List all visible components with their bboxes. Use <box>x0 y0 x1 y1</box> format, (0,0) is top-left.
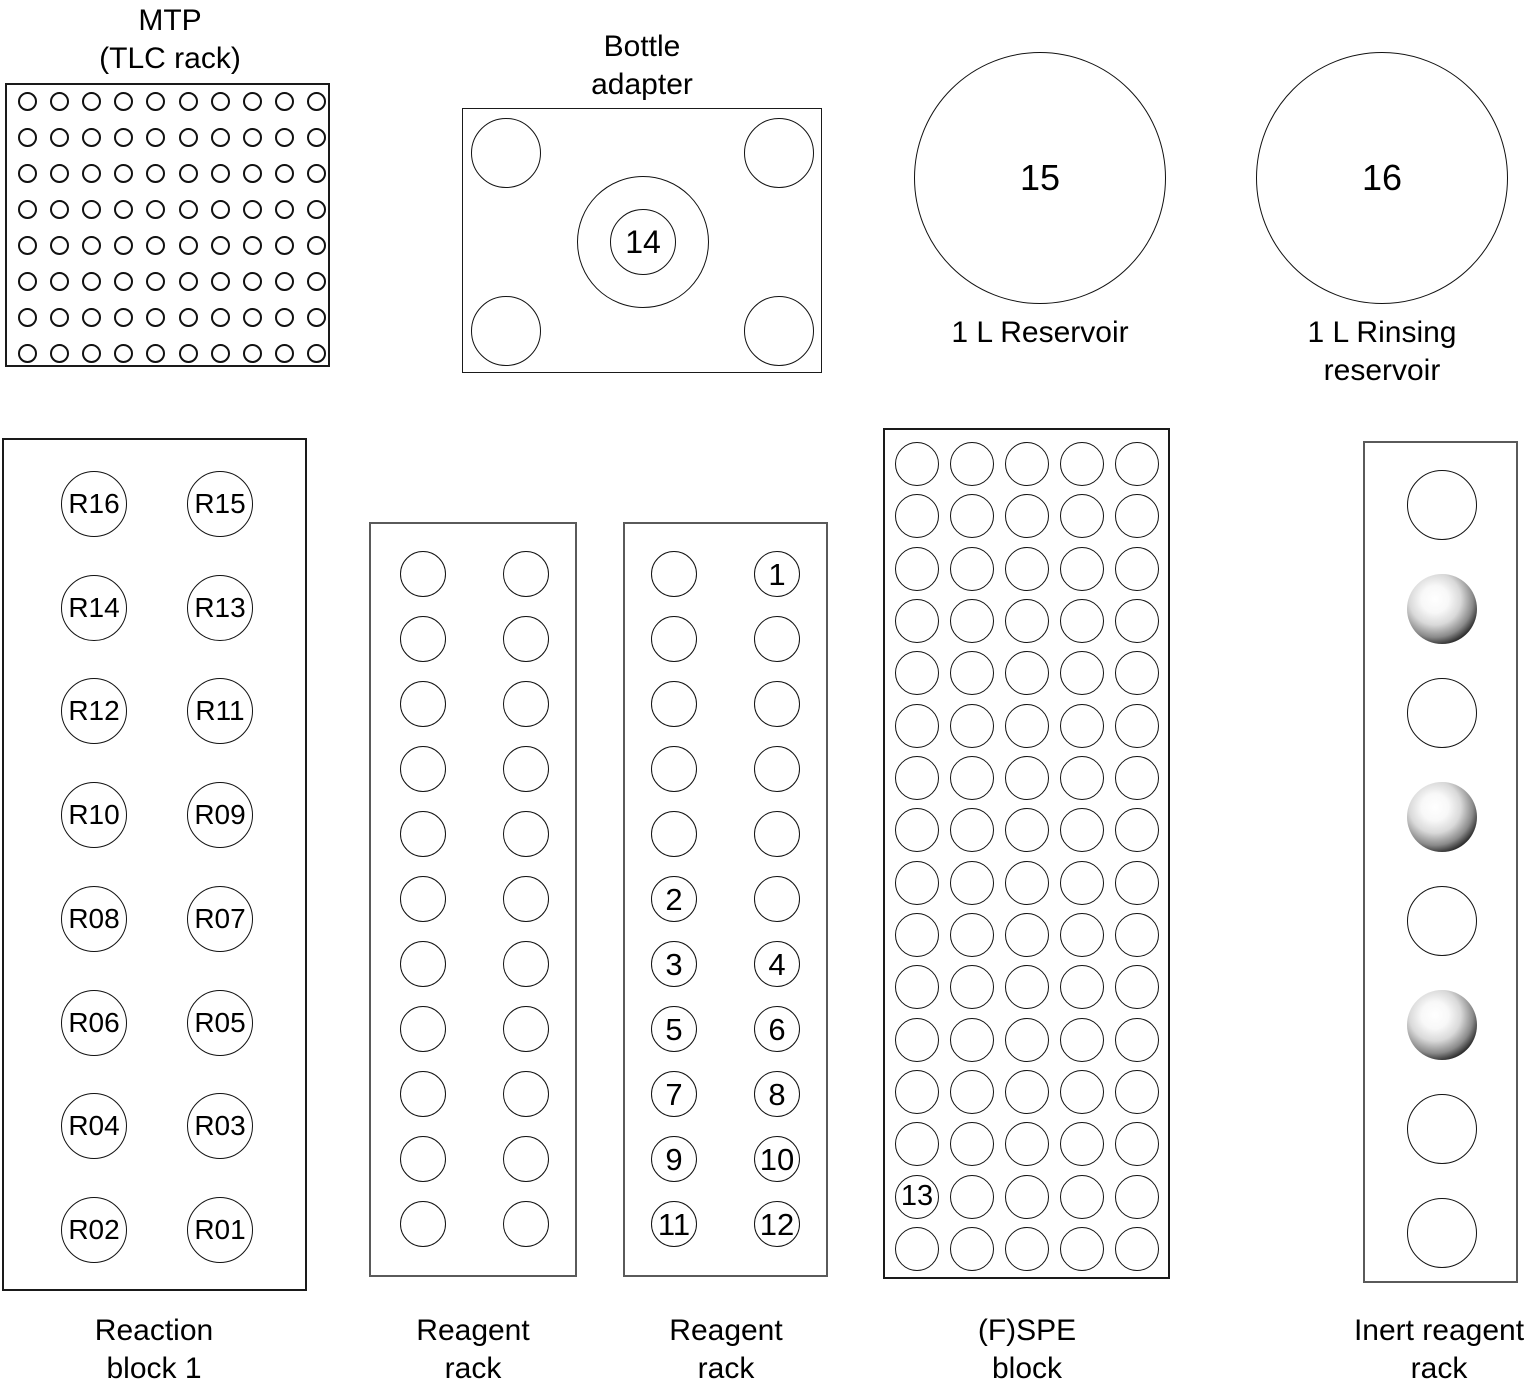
reagent-well <box>400 1006 446 1052</box>
fspe-well <box>1060 1122 1104 1166</box>
fspe-well <box>1115 808 1159 852</box>
inert-well <box>1407 1198 1477 1268</box>
mtp-well <box>146 128 165 147</box>
reagent-well <box>400 746 446 792</box>
fspe-well <box>950 965 994 1009</box>
mtp-well <box>275 92 294 111</box>
reagent-well-label: 1 <box>768 556 786 592</box>
fspe-well <box>950 861 994 905</box>
mtp-well <box>179 200 198 219</box>
fspe-well <box>950 494 994 538</box>
mtp-well <box>179 344 198 363</box>
mtp-well <box>50 344 69 363</box>
inert-well <box>1407 990 1477 1060</box>
fspe-well <box>950 808 994 852</box>
mtp-well <box>50 128 69 147</box>
reaction-block-1 <box>2 438 307 1291</box>
mtp-well <box>307 308 326 327</box>
reaction-well-label: R13 <box>194 591 246 623</box>
reaction-well-label: R11 <box>195 695 245 727</box>
fspe-well <box>1060 861 1104 905</box>
fspe-well <box>1060 704 1104 748</box>
mtp-well <box>275 344 294 363</box>
fspe-well <box>1005 494 1049 538</box>
fspe-well <box>1115 861 1159 905</box>
reagent-well-label: 6 <box>768 1011 786 1047</box>
mtp-well <box>275 272 294 291</box>
fspe-well <box>1115 913 1159 957</box>
mtp-well <box>50 308 69 327</box>
reaction-well-label: R03 <box>194 1110 246 1142</box>
reagent-well <box>754 1006 800 1052</box>
mtp-well <box>179 236 198 255</box>
fspe-well <box>1115 1070 1159 1114</box>
mtp-well <box>18 200 37 219</box>
reaction-well <box>61 1093 127 1159</box>
mtp-well <box>146 92 165 111</box>
fspe-well <box>1005 965 1049 1009</box>
bottle-adapter-title-line2: adapter <box>591 68 693 101</box>
mtp-well <box>307 200 326 219</box>
mtp-well <box>146 272 165 291</box>
reaction-well <box>61 471 127 537</box>
bottle-adapter-title-line1: Bottle <box>603 30 681 63</box>
fspe-well <box>950 1018 994 1062</box>
reagent-well <box>503 551 549 597</box>
reagent-well <box>400 1071 446 1117</box>
reservoir-15-caption: 1 L Reservoir <box>951 316 1129 349</box>
reagent-rack-1 <box>369 522 577 1277</box>
fspe-well <box>895 1227 939 1271</box>
reagent-well <box>503 1006 549 1052</box>
reaction-well <box>61 886 127 952</box>
bottle-adapter <box>462 108 822 373</box>
fspe-well <box>895 442 939 486</box>
fspe-well <box>950 1070 994 1114</box>
fspe-well <box>1060 547 1104 591</box>
reagent-well-label: 11 <box>657 1206 691 1242</box>
reaction-well-label: R07 <box>194 902 246 934</box>
mtp-well <box>50 236 69 255</box>
reagent-rack-2 <box>623 522 828 1277</box>
reagent-well <box>400 941 446 987</box>
reagent-well-label: 4 <box>768 946 786 982</box>
fspe-well <box>1005 913 1049 957</box>
reagent-well <box>754 1071 800 1117</box>
mtp-well <box>50 164 69 183</box>
reagent-rack-1-caption: Reagent rack <box>416 1314 530 1385</box>
fspe-well <box>1115 599 1159 643</box>
mtp-well <box>82 164 101 183</box>
fspe-well <box>895 704 939 748</box>
reagent-well <box>754 616 800 662</box>
mtp-well <box>146 164 165 183</box>
fspe-well <box>895 651 939 695</box>
reagent-well <box>651 551 697 597</box>
mtp-well <box>18 272 37 291</box>
reagent-well <box>754 941 800 987</box>
bottle-adapter-title <box>492 28 792 104</box>
mtp-well <box>114 272 133 291</box>
mtp-well <box>275 164 294 183</box>
reaction-well <box>187 471 253 537</box>
fspe-well <box>950 1227 994 1271</box>
mtp-well <box>275 200 294 219</box>
mtp-well <box>114 200 133 219</box>
mtp-rack <box>5 83 330 367</box>
mtp-well <box>114 92 133 111</box>
reagent-well <box>651 1071 697 1117</box>
reagent-well <box>503 1201 549 1247</box>
reagent-well <box>400 811 446 857</box>
fspe-well <box>1060 651 1104 695</box>
mtp-well <box>211 308 230 327</box>
adapter-position-14 <box>610 209 676 275</box>
reagent-well <box>651 746 697 792</box>
mtp-well <box>18 164 37 183</box>
mtp-title <box>20 2 320 78</box>
reaction-well <box>61 782 127 848</box>
mtp-well <box>50 272 69 291</box>
mtp-well <box>211 164 230 183</box>
mtp-well <box>307 344 326 363</box>
fspe-well-label: 13 <box>900 1180 934 1213</box>
reaction-well-label: R14 <box>68 591 120 623</box>
mtp-well <box>307 272 326 291</box>
inert-well <box>1407 1094 1477 1164</box>
fspe-well <box>1060 808 1104 852</box>
fspe-block-caption: (F)SPE block <box>977 1314 1077 1385</box>
mtp-well <box>307 164 326 183</box>
mtp-well <box>146 200 165 219</box>
fspe-well <box>895 1122 939 1166</box>
adapter-corner-circle <box>744 118 814 188</box>
mtp-well <box>82 92 101 111</box>
mtp-well <box>82 200 101 219</box>
mtp-well <box>179 164 198 183</box>
fspe-well <box>1060 442 1104 486</box>
reagent-well <box>651 1201 697 1247</box>
fspe-well <box>1005 1018 1049 1062</box>
reagent-well-label: 3 <box>665 946 683 982</box>
inert-well <box>1407 782 1477 852</box>
reagent-well <box>754 746 800 792</box>
mtp-well <box>243 164 262 183</box>
reservoir-16-label: 16 <box>1361 157 1403 198</box>
reagent-well <box>754 811 800 857</box>
fspe-block <box>883 428 1170 1279</box>
reservoir-15-label: 15 <box>1019 157 1061 198</box>
fspe-well <box>1005 599 1049 643</box>
fspe-well <box>1115 1175 1159 1219</box>
reagent-well <box>400 551 446 597</box>
reagent-well <box>503 876 549 922</box>
fspe-well <box>1060 494 1104 538</box>
fspe-well <box>1005 1070 1049 1114</box>
reaction-well-label: R04 <box>68 1110 120 1142</box>
mtp-well <box>18 308 37 327</box>
fspe-well <box>1115 494 1159 538</box>
fspe-well <box>1005 1122 1049 1166</box>
reaction-well <box>187 990 253 1056</box>
reagent-rack-2-caption: Reagent rack <box>669 1314 783 1385</box>
reaction-well-label: R06 <box>68 1006 120 1038</box>
fspe-well <box>1005 861 1049 905</box>
fspe-well <box>1115 651 1159 695</box>
fspe-well <box>1115 704 1159 748</box>
mtp-well <box>211 200 230 219</box>
fspe-well <box>1005 756 1049 800</box>
reagent-well <box>651 616 697 662</box>
fspe-well <box>1115 965 1159 1009</box>
mtp-well <box>275 308 294 327</box>
reagent-well <box>503 1136 549 1182</box>
fspe-well <box>1115 547 1159 591</box>
reagent-well <box>400 616 446 662</box>
reaction-well-label: R12 <box>68 695 120 727</box>
mtp-well <box>18 92 37 111</box>
fspe-well <box>950 599 994 643</box>
fspe-well <box>1005 442 1049 486</box>
adapter-corner-circle <box>471 296 541 366</box>
inert-well <box>1407 470 1477 540</box>
fspe-well <box>895 808 939 852</box>
fspe-well <box>1115 1227 1159 1271</box>
reaction-well <box>187 782 253 848</box>
fspe-well <box>1005 1227 1049 1271</box>
mtp-well <box>114 128 133 147</box>
mtp-well <box>82 344 101 363</box>
reagent-well <box>651 1006 697 1052</box>
reagent-well <box>400 681 446 727</box>
reaction-well-label: R10 <box>68 799 120 831</box>
mtp-well <box>114 164 133 183</box>
reagent-well <box>503 681 549 727</box>
mtp-well <box>243 344 262 363</box>
fspe-well <box>1005 1175 1049 1219</box>
mtp-well <box>179 128 198 147</box>
reagent-well <box>754 551 800 597</box>
mtp-well <box>211 128 230 147</box>
fspe-well <box>1060 756 1104 800</box>
fspe-well <box>950 1122 994 1166</box>
reaction-well-label: R16 <box>68 488 120 519</box>
fspe-well <box>1005 704 1049 748</box>
mtp-well <box>307 236 326 255</box>
reaction-well-label: R02 <box>68 1213 120 1245</box>
inert-well <box>1407 886 1477 956</box>
reaction-well-label: R08 <box>68 902 120 934</box>
reagent-well-label: 8 <box>768 1076 786 1112</box>
reagent-well <box>651 876 697 922</box>
adapter-corner-circle <box>744 296 814 366</box>
reaction-well <box>187 678 253 744</box>
fspe-well <box>1115 1018 1159 1062</box>
fspe-well <box>1115 756 1159 800</box>
mtp-well <box>243 200 262 219</box>
reaction-well <box>187 575 253 641</box>
fspe-well <box>950 913 994 957</box>
mtp-well <box>243 272 262 291</box>
inert-reagent-rack <box>1363 441 1518 1283</box>
reaction-well-label: R09 <box>194 799 246 831</box>
reagent-well <box>400 1136 446 1182</box>
fspe-well <box>950 651 994 695</box>
mtp-well <box>307 128 326 147</box>
reagent-well <box>503 941 549 987</box>
mtp-well <box>179 92 198 111</box>
mtp-well <box>179 308 198 327</box>
mtp-well <box>211 272 230 291</box>
mtp-well <box>50 200 69 219</box>
mtp-well <box>114 308 133 327</box>
mtp-well <box>275 128 294 147</box>
reaction-well-label: R15 <box>194 488 246 519</box>
mtp-well <box>211 344 230 363</box>
mtp-well <box>18 128 37 147</box>
mtp-well <box>82 308 101 327</box>
fspe-well <box>1005 651 1049 695</box>
fspe-well <box>1115 442 1159 486</box>
mtp-well <box>211 236 230 255</box>
fspe-well <box>950 756 994 800</box>
reagent-well <box>651 941 697 987</box>
mtp-well <box>82 236 101 255</box>
fspe-well <box>1060 965 1104 1009</box>
fspe-well <box>1005 547 1049 591</box>
reaction-well <box>187 886 253 952</box>
reagent-well <box>651 681 697 727</box>
fspe-well <box>950 442 994 486</box>
reservoir-15 <box>914 52 1166 304</box>
mtp-well <box>50 92 69 111</box>
mtp-well <box>114 344 133 363</box>
fspe-well <box>950 1175 994 1219</box>
fspe-well <box>895 1018 939 1062</box>
adapter-corner-circle <box>471 118 541 188</box>
adapter-position-label: 14 <box>625 223 661 260</box>
fspe-well <box>1060 1018 1104 1062</box>
fspe-well <box>1060 913 1104 957</box>
reagent-well <box>754 1201 800 1247</box>
fspe-well <box>895 756 939 800</box>
mtp-well <box>146 236 165 255</box>
fspe-well <box>1060 1227 1104 1271</box>
fspe-well <box>895 599 939 643</box>
mtp-well <box>243 308 262 327</box>
reagent-well <box>400 876 446 922</box>
mtp-well <box>179 272 198 291</box>
reagent-well-label: 12 <box>759 1206 795 1242</box>
reagent-well <box>754 876 800 922</box>
reagent-well <box>503 1071 549 1117</box>
inert-well <box>1407 574 1477 644</box>
mtp-well <box>18 344 37 363</box>
mtp-well <box>243 92 262 111</box>
reagent-well-label: 7 <box>665 1076 683 1112</box>
fspe-well <box>1005 808 1049 852</box>
reagent-well-label: 9 <box>665 1141 683 1177</box>
fspe-well <box>950 547 994 591</box>
fspe-well <box>950 704 994 748</box>
adapter-outer-circle <box>577 176 709 308</box>
reagent-well-label: 10 <box>759 1141 795 1177</box>
reservoir-16-caption: 1 L Rinsing reservoir <box>1307 316 1457 387</box>
fspe-well <box>1115 1122 1159 1166</box>
fspe-well <box>895 494 939 538</box>
fspe-well <box>1060 1070 1104 1114</box>
reagent-well <box>503 746 549 792</box>
reaction-block-caption: Reaction block 1 <box>94 1314 214 1385</box>
mtp-well <box>18 236 37 255</box>
fspe-well <box>895 861 939 905</box>
fspe-well <box>895 965 939 1009</box>
reagent-well-label: 5 <box>665 1011 683 1047</box>
fspe-well <box>895 547 939 591</box>
reagent-well <box>651 1136 697 1182</box>
mtp-well <box>82 128 101 147</box>
fspe-well <box>1060 1175 1104 1219</box>
fspe-well <box>895 1175 939 1219</box>
reagent-well <box>651 811 697 857</box>
reaction-well-label: R05 <box>194 1006 246 1038</box>
fspe-well <box>895 1070 939 1114</box>
inert-well <box>1407 678 1477 748</box>
reaction-well <box>61 678 127 744</box>
mtp-well <box>243 128 262 147</box>
mtp-well <box>114 236 133 255</box>
reaction-well <box>187 1093 253 1159</box>
reaction-well-label: R01 <box>194 1213 246 1245</box>
mtp-well <box>275 236 294 255</box>
reaction-well <box>187 1197 253 1263</box>
reaction-well <box>61 1197 127 1263</box>
reservoir-16 <box>1256 52 1508 304</box>
mtp-well <box>146 344 165 363</box>
mtp-well <box>243 236 262 255</box>
reagent-well <box>754 681 800 727</box>
fspe-well <box>1060 599 1104 643</box>
reagent-well <box>503 811 549 857</box>
mtp-well <box>146 308 165 327</box>
reagent-well <box>400 1201 446 1247</box>
inert-rack-caption: Inert reagent rack <box>1353 1314 1524 1385</box>
reagent-well-label: 2 <box>665 881 683 917</box>
mtp-well <box>82 272 101 291</box>
reagent-well <box>754 1136 800 1182</box>
mtp-well <box>211 92 230 111</box>
fspe-well <box>895 913 939 957</box>
mtp-title-line2: (TLC rack) <box>99 42 241 75</box>
reaction-well <box>61 575 127 641</box>
reaction-well <box>61 990 127 1056</box>
reagent-well <box>503 616 549 662</box>
mtp-well <box>307 92 326 111</box>
mtp-title-line1: MTP <box>138 4 202 37</box>
